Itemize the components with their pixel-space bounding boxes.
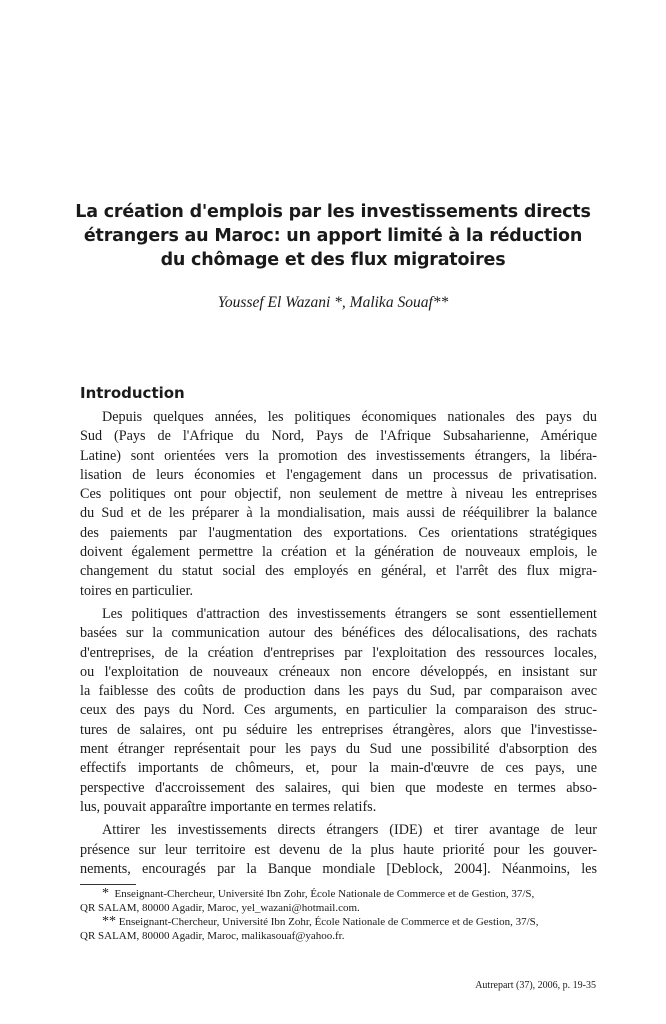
text-line: perspective d'accroissement des salaires, qui bien que modeste en termes abso- — [80, 779, 597, 796]
footnote-text: QR SALAM, 80000 Agadir, Maroc, malikasouaf@yahoo.fr. — [80, 929, 345, 942]
text-line: Les politiques d'attraction des investissements étrangers se sont essentiellement — [102, 605, 597, 622]
text-line: Sud (Pays de l'Afrique du Nord, Pays de l'Afrique Subsaharienne, Amérique — [80, 428, 597, 445]
text-line: ment étranger représentait pour les pays du Sud une possibilité d'absorption des — [80, 741, 597, 758]
text-line: du Sud et de les préparer à la mondialisation, mais aussi de rééquilibrer la balance — [80, 505, 597, 522]
footnote-divider — [80, 884, 136, 885]
text-line: effectifs importants de chômeurs, et, pour la main-d'œuvre de ces pays, une — [80, 760, 597, 777]
footnote-marker: ** — [102, 914, 116, 929]
footnote-text: Enseignant-Chercheur, Université Ibn Zohr, École Nationale de Commerce et de Gestion, 37/S, — [114, 888, 535, 900]
text-line: présence sur leur territoire est devenu de la plus haute priorité pour les gouver- — [80, 841, 597, 858]
title-line-2: étrangers au Maroc: un apport limité à la réduction — [83, 226, 583, 246]
text-line: Latine) sont orientées vers la promotion des investissements étrangers, la libéra- — [80, 447, 597, 464]
text-line: Ces politiques ont pour objectif, non seulement de mettre à niveau les entreprises — [80, 486, 597, 503]
text-line: ou l'exploitation de nouveaux créneaux non encore développés, en insistant sur — [80, 663, 597, 680]
text-line: doivent également permettre la création et la génération de nouveaux emplois, le — [80, 544, 597, 561]
text-line: nements, encouragés par la Banque mondiale [Deblock, 2004]. Néanmoins, les — [80, 860, 597, 877]
paragraph-3 — [80, 821, 597, 879]
section-heading: Introduction — [80, 384, 185, 402]
text-line: toires en particulier. — [80, 582, 194, 599]
text-line: Depuis quelques années, les politiques économiques nationales des pays du — [102, 409, 597, 425]
text-line: basées sur la communication autour des bénéfices des délocalisations, des rachats — [80, 625, 597, 642]
text-line: lus, pouvait apparaître importante en termes relatifs. — [80, 798, 377, 815]
paragraph-2 — [80, 605, 597, 817]
footnote-1 — [80, 887, 597, 915]
text-line: lisation de leurs économies et l'engagement dans un processus de privatisation. — [80, 466, 597, 483]
footnote-2 — [80, 915, 597, 943]
text-line: changement du statut social des employés en général, et l'arrêt des flux migra- — [80, 563, 597, 580]
footnote-text: Enseignant-Chercheur, Université Ibn Zohr, École Nationale de Commerce et de Gestion, 37/S, — [118, 916, 539, 928]
authors: Youssef El Wazani *, Malika Souaf** — [217, 294, 449, 311]
text-line: la faiblesse des coûts de production dans les pays du Sud, par comparaison avec — [80, 683, 597, 700]
footnote-marker: * — [102, 886, 109, 901]
footnotes — [80, 887, 597, 943]
journal-citation-footer: Autrepart (37), 2006, p. 19-35 — [475, 980, 596, 991]
text-line: tures de salaires, ont pu séduire les entreprises étrangères, alors que l'investisse- — [80, 721, 597, 738]
title-line-1: La création d'emplois par les investissements directs — [75, 202, 591, 222]
body-text — [80, 408, 597, 883]
article-title — [60, 200, 606, 272]
title-line-3: du chômage et des flux migratoires — [160, 250, 506, 270]
footnote-text: QR SALAM, 80000 Agadir, Maroc, yel_wazani@hotmail.com. — [80, 901, 360, 914]
text-line: ceux des pays du Nord. Ces arguments, en particulier la comparaison des struc- — [80, 702, 597, 719]
text-line: Attirer les investissements directs étrangers (IDE) et tirer avantage de leur — [102, 822, 597, 839]
text-line: des paiements par l'augmentation des exportations. Ces orientations stratégiques — [80, 524, 597, 541]
text-line: d'entreprises, de la création d'entreprises par l'exploitation des ressources locales, — [80, 644, 597, 661]
paragraph-1 — [80, 408, 597, 601]
